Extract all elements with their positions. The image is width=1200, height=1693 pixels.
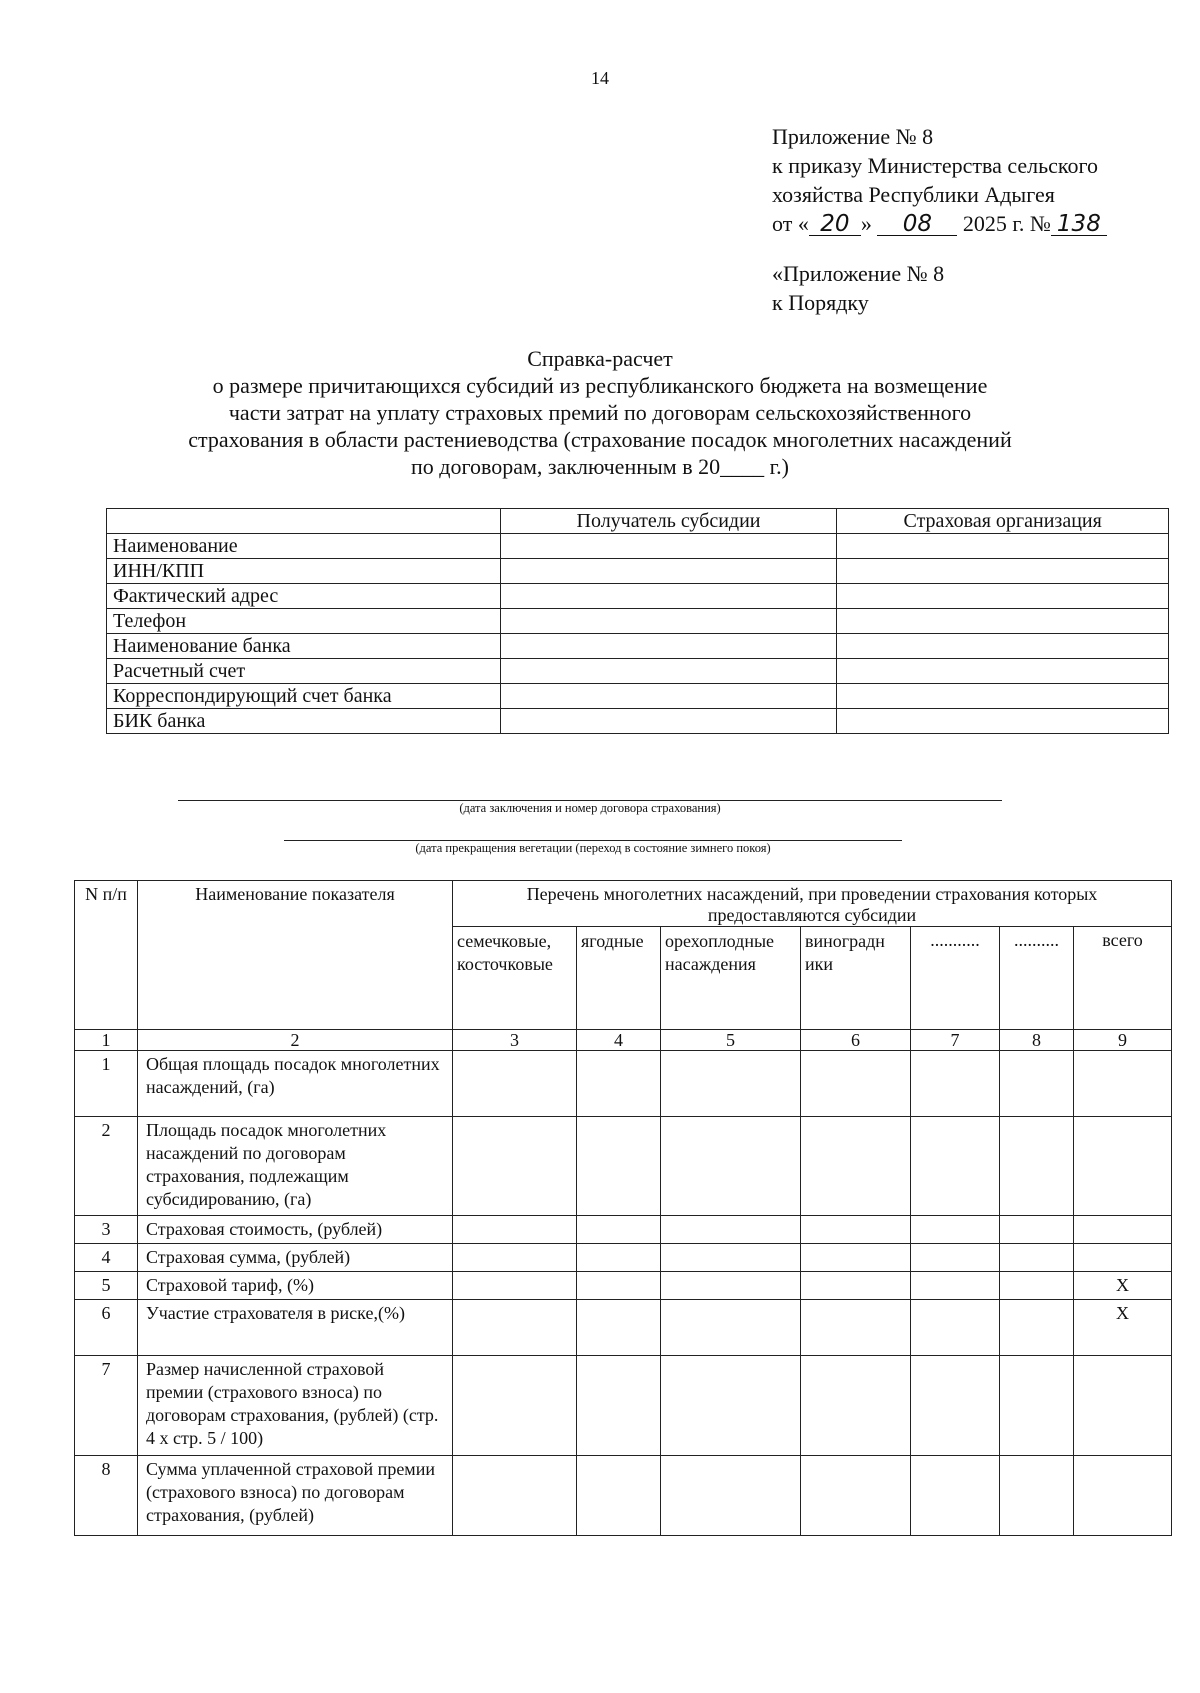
parties-row-label: ИНН/КПП <box>107 559 501 584</box>
value-cell[interactable] <box>911 1456 1000 1536</box>
total-cell[interactable] <box>1074 1051 1172 1117</box>
header-number: N п/п <box>75 881 138 1030</box>
calc-row <box>75 1300 1172 1356</box>
insurer-cell[interactable] <box>837 634 1169 659</box>
insurer-cell[interactable] <box>837 684 1169 709</box>
header-indicator-name: Наименование показателя <box>138 881 453 1030</box>
title-line-5: по договорам, заключенным в 20____ г.) <box>411 454 789 479</box>
handwritten-order-number: 138 <box>1051 213 1107 236</box>
value-cell[interactable] <box>453 1356 577 1456</box>
parties-row <box>107 634 1169 659</box>
row-number: 5 <box>75 1272 138 1300</box>
insurer-cell[interactable] <box>837 659 1169 684</box>
recipient-cell[interactable] <box>500 609 837 634</box>
recipient-cell[interactable] <box>500 709 837 734</box>
calc-row <box>75 1051 1172 1117</box>
column-number: 7 <box>911 1030 1000 1051</box>
annex-line-ministry: хозяйства Республики Адыгея <box>772 182 1055 207</box>
total-cell[interactable] <box>1074 1356 1172 1456</box>
column-number-row <box>75 1030 1172 1051</box>
value-cell[interactable] <box>453 1456 577 1536</box>
insurer-cell[interactable] <box>837 559 1169 584</box>
inner-annex-block <box>772 259 944 317</box>
date-prefix: от « <box>772 211 809 236</box>
value-cell[interactable] <box>801 1456 911 1536</box>
value-cell[interactable] <box>661 1300 801 1356</box>
calc-row <box>75 1272 1172 1300</box>
recipient-cell[interactable] <box>500 559 837 584</box>
header-vineyards: виноградн ики <box>801 927 911 1030</box>
parties-row-label: Телефон <box>107 609 501 634</box>
row-indicator-name: Страховая стоимость, (рублей) <box>138 1216 453 1244</box>
value-cell[interactable] <box>661 1051 801 1117</box>
annex-date-line <box>772 209 1107 238</box>
calc-row <box>75 1117 1172 1216</box>
recipient-cell[interactable] <box>500 659 837 684</box>
value-cell[interactable] <box>911 1356 1000 1456</box>
recipient-cell[interactable] <box>500 634 837 659</box>
parties-row-label: БИК банка <box>107 709 501 734</box>
header-nut: орехоплодные насаждения <box>661 927 801 1030</box>
value-cell[interactable] <box>661 1117 801 1216</box>
column-number: 9 <box>1074 1030 1172 1051</box>
insurer-cell[interactable] <box>837 584 1169 609</box>
calc-row <box>75 1456 1172 1536</box>
calc-row <box>75 1216 1172 1244</box>
total-cell[interactable] <box>1074 1244 1172 1272</box>
value-cell[interactable] <box>1000 1456 1074 1536</box>
row-indicator-name: Размер начисленной страховой премии (страхового взноса) по договорам страхования, (рублей) (стр. 4 х стр. 5 / 100) <box>138 1356 453 1456</box>
handwritten-day: 20 <box>809 213 861 236</box>
recipient-cell[interactable] <box>500 684 837 709</box>
column-number: 1 <box>75 1030 138 1051</box>
header-recipient: Получатель субсидии <box>500 509 837 534</box>
parties-row <box>107 709 1169 734</box>
value-cell[interactable] <box>1000 1300 1074 1356</box>
parties-table <box>106 508 1169 734</box>
handwritten-month: 08 <box>877 213 957 236</box>
value-cell[interactable] <box>453 1244 577 1272</box>
value-cell[interactable] <box>661 1356 801 1456</box>
row-indicator-name: Участие страхователя в риске,(%) <box>138 1300 453 1356</box>
date-year: 2025 г. № <box>962 211 1051 236</box>
date-day-close: » <box>860 211 872 236</box>
vegetation-caption: (дата прекращения вегетации (переход в состояние зимнего покоя) <box>415 841 771 855</box>
value-cell[interactable] <box>577 1051 661 1117</box>
parties-header-row <box>107 509 1169 534</box>
parties-row-label: Наименование банка <box>107 634 501 659</box>
value-cell[interactable] <box>577 1356 661 1456</box>
inner-annex-subtitle: к Порядку <box>772 290 869 315</box>
value-cell[interactable] <box>801 1272 911 1300</box>
contract-signature-field[interactable] <box>178 800 1002 816</box>
insurer-cell[interactable] <box>837 609 1169 634</box>
parties-row-label: Корреспондирующий счет банка <box>107 684 501 709</box>
value-cell[interactable] <box>1000 1117 1074 1216</box>
insurer-cell[interactable] <box>837 709 1169 734</box>
value-cell[interactable] <box>801 1117 911 1216</box>
column-number: 4 <box>577 1030 661 1051</box>
value-cell[interactable] <box>1000 1244 1074 1272</box>
value-cell[interactable] <box>911 1244 1000 1272</box>
value-cell[interactable] <box>661 1216 801 1244</box>
value-cell[interactable] <box>801 1051 911 1117</box>
title-line-1: Справка-расчет <box>527 346 673 371</box>
parties-row-label: Расчетный счет <box>107 659 501 684</box>
column-number: 6 <box>801 1030 911 1051</box>
column-number: 8 <box>1000 1030 1074 1051</box>
value-cell[interactable] <box>577 1216 661 1244</box>
value-cell[interactable] <box>453 1051 577 1117</box>
parties-row <box>107 534 1169 559</box>
value-cell[interactable] <box>911 1051 1000 1117</box>
parties-header-empty <box>107 509 501 534</box>
value-cell[interactable] <box>1000 1051 1074 1117</box>
parties-row <box>107 684 1169 709</box>
calc-header-row <box>75 881 1172 927</box>
value-cell[interactable] <box>577 1300 661 1356</box>
value-cell[interactable] <box>577 1117 661 1216</box>
header-berry: ягодные <box>577 927 661 1030</box>
header-insurer: Страховая организация <box>837 509 1169 534</box>
value-cell[interactable] <box>801 1216 911 1244</box>
page-number: 14 <box>591 68 609 88</box>
inner-annex-title: «Приложение № 8 <box>772 261 945 286</box>
parties-row <box>107 609 1169 634</box>
calc-row <box>75 1356 1172 1456</box>
value-cell[interactable] <box>661 1456 801 1536</box>
header-plantings-group: Перечень многолетних насаждений, при проведении страхования которых предоставляются субсидии <box>453 881 1172 927</box>
value-cell[interactable] <box>453 1272 577 1300</box>
value-cell[interactable] <box>1000 1216 1074 1244</box>
calculation-table <box>74 880 1172 1536</box>
parties-row-label: Наименование <box>107 534 501 559</box>
value-cell[interactable] <box>453 1300 577 1356</box>
recipient-cell[interactable] <box>500 584 837 609</box>
column-number: 2 <box>138 1030 453 1051</box>
parties-row <box>107 559 1169 584</box>
parties-row <box>107 584 1169 609</box>
insurer-cell[interactable] <box>837 534 1169 559</box>
title-line-3: части затрат на уплату страховых премий по договорам сельскохозяйственного <box>228 400 972 425</box>
column-number: 3 <box>453 1030 577 1051</box>
value-cell[interactable] <box>577 1244 661 1272</box>
row-number: 6 <box>75 1300 138 1356</box>
value-cell[interactable] <box>801 1300 911 1356</box>
total-cell[interactable] <box>1074 1456 1172 1536</box>
row-indicator-name: Страховой тариф, (%) <box>138 1272 453 1300</box>
parties-row <box>107 659 1169 684</box>
value-cell[interactable] <box>1000 1272 1074 1300</box>
row-indicator-name: Площадь посадок многолетних насаждений по договорам страхования, подлежащим субсидированию, (га) <box>138 1117 453 1216</box>
row-indicator-name: Сумма уплаченной страховой премии (страхового взноса) по договорам страхования, (рублей) <box>138 1456 453 1536</box>
annex-title: Приложение № 8 <box>772 124 934 149</box>
header-total: всего <box>1074 927 1172 1030</box>
value-cell[interactable] <box>661 1244 801 1272</box>
value-cell[interactable] <box>577 1272 661 1300</box>
value-cell[interactable] <box>453 1117 577 1216</box>
value-cell[interactable] <box>577 1456 661 1536</box>
value-cell[interactable] <box>911 1117 1000 1216</box>
column-number: 5 <box>661 1030 801 1051</box>
header-other-1: ........... <box>911 927 1000 1030</box>
value-cell[interactable] <box>911 1216 1000 1244</box>
total-cell[interactable] <box>1074 1216 1172 1244</box>
header-other-2: .......... <box>1000 927 1074 1030</box>
value-cell[interactable] <box>661 1272 801 1300</box>
value-cell[interactable] <box>801 1356 911 1456</box>
total-cell-x: X <box>1074 1272 1172 1300</box>
document-title <box>100 345 1100 480</box>
value-cell[interactable] <box>801 1244 911 1272</box>
value-cell[interactable] <box>911 1272 1000 1300</box>
row-number: 7 <box>75 1356 138 1456</box>
annex-line-order: к приказу Министерства сельского <box>772 153 1098 178</box>
header-pome-stone: семечковые, косточковые <box>453 927 577 1030</box>
value-cell[interactable] <box>911 1300 1000 1356</box>
vegetation-signature-field[interactable] <box>284 840 902 856</box>
annex-block <box>772 122 1107 238</box>
row-number: 8 <box>75 1456 138 1536</box>
total-cell-x: X <box>1074 1300 1172 1356</box>
total-cell[interactable] <box>1074 1117 1172 1216</box>
row-number: 4 <box>75 1244 138 1272</box>
title-line-4: страхования в области растениеводства (страхование посадок многолетних насаждений <box>188 427 1012 452</box>
row-number: 1 <box>75 1051 138 1117</box>
parties-row-label: Фактический адрес <box>107 584 501 609</box>
recipient-cell[interactable] <box>500 534 837 559</box>
row-indicator-name: Общая площадь посадок многолетних насаждений, (га) <box>138 1051 453 1117</box>
row-number: 2 <box>75 1117 138 1216</box>
value-cell[interactable] <box>453 1216 577 1244</box>
calc-row <box>75 1244 1172 1272</box>
title-line-2: о размере причитающихся субсидий из республиканского бюджета на возмещение <box>212 373 988 398</box>
contract-caption: (дата заключения и номер договора страхования) <box>459 801 721 815</box>
row-number: 3 <box>75 1216 138 1244</box>
row-indicator-name: Страховая сумма, (рублей) <box>138 1244 453 1272</box>
value-cell[interactable] <box>1000 1356 1074 1456</box>
